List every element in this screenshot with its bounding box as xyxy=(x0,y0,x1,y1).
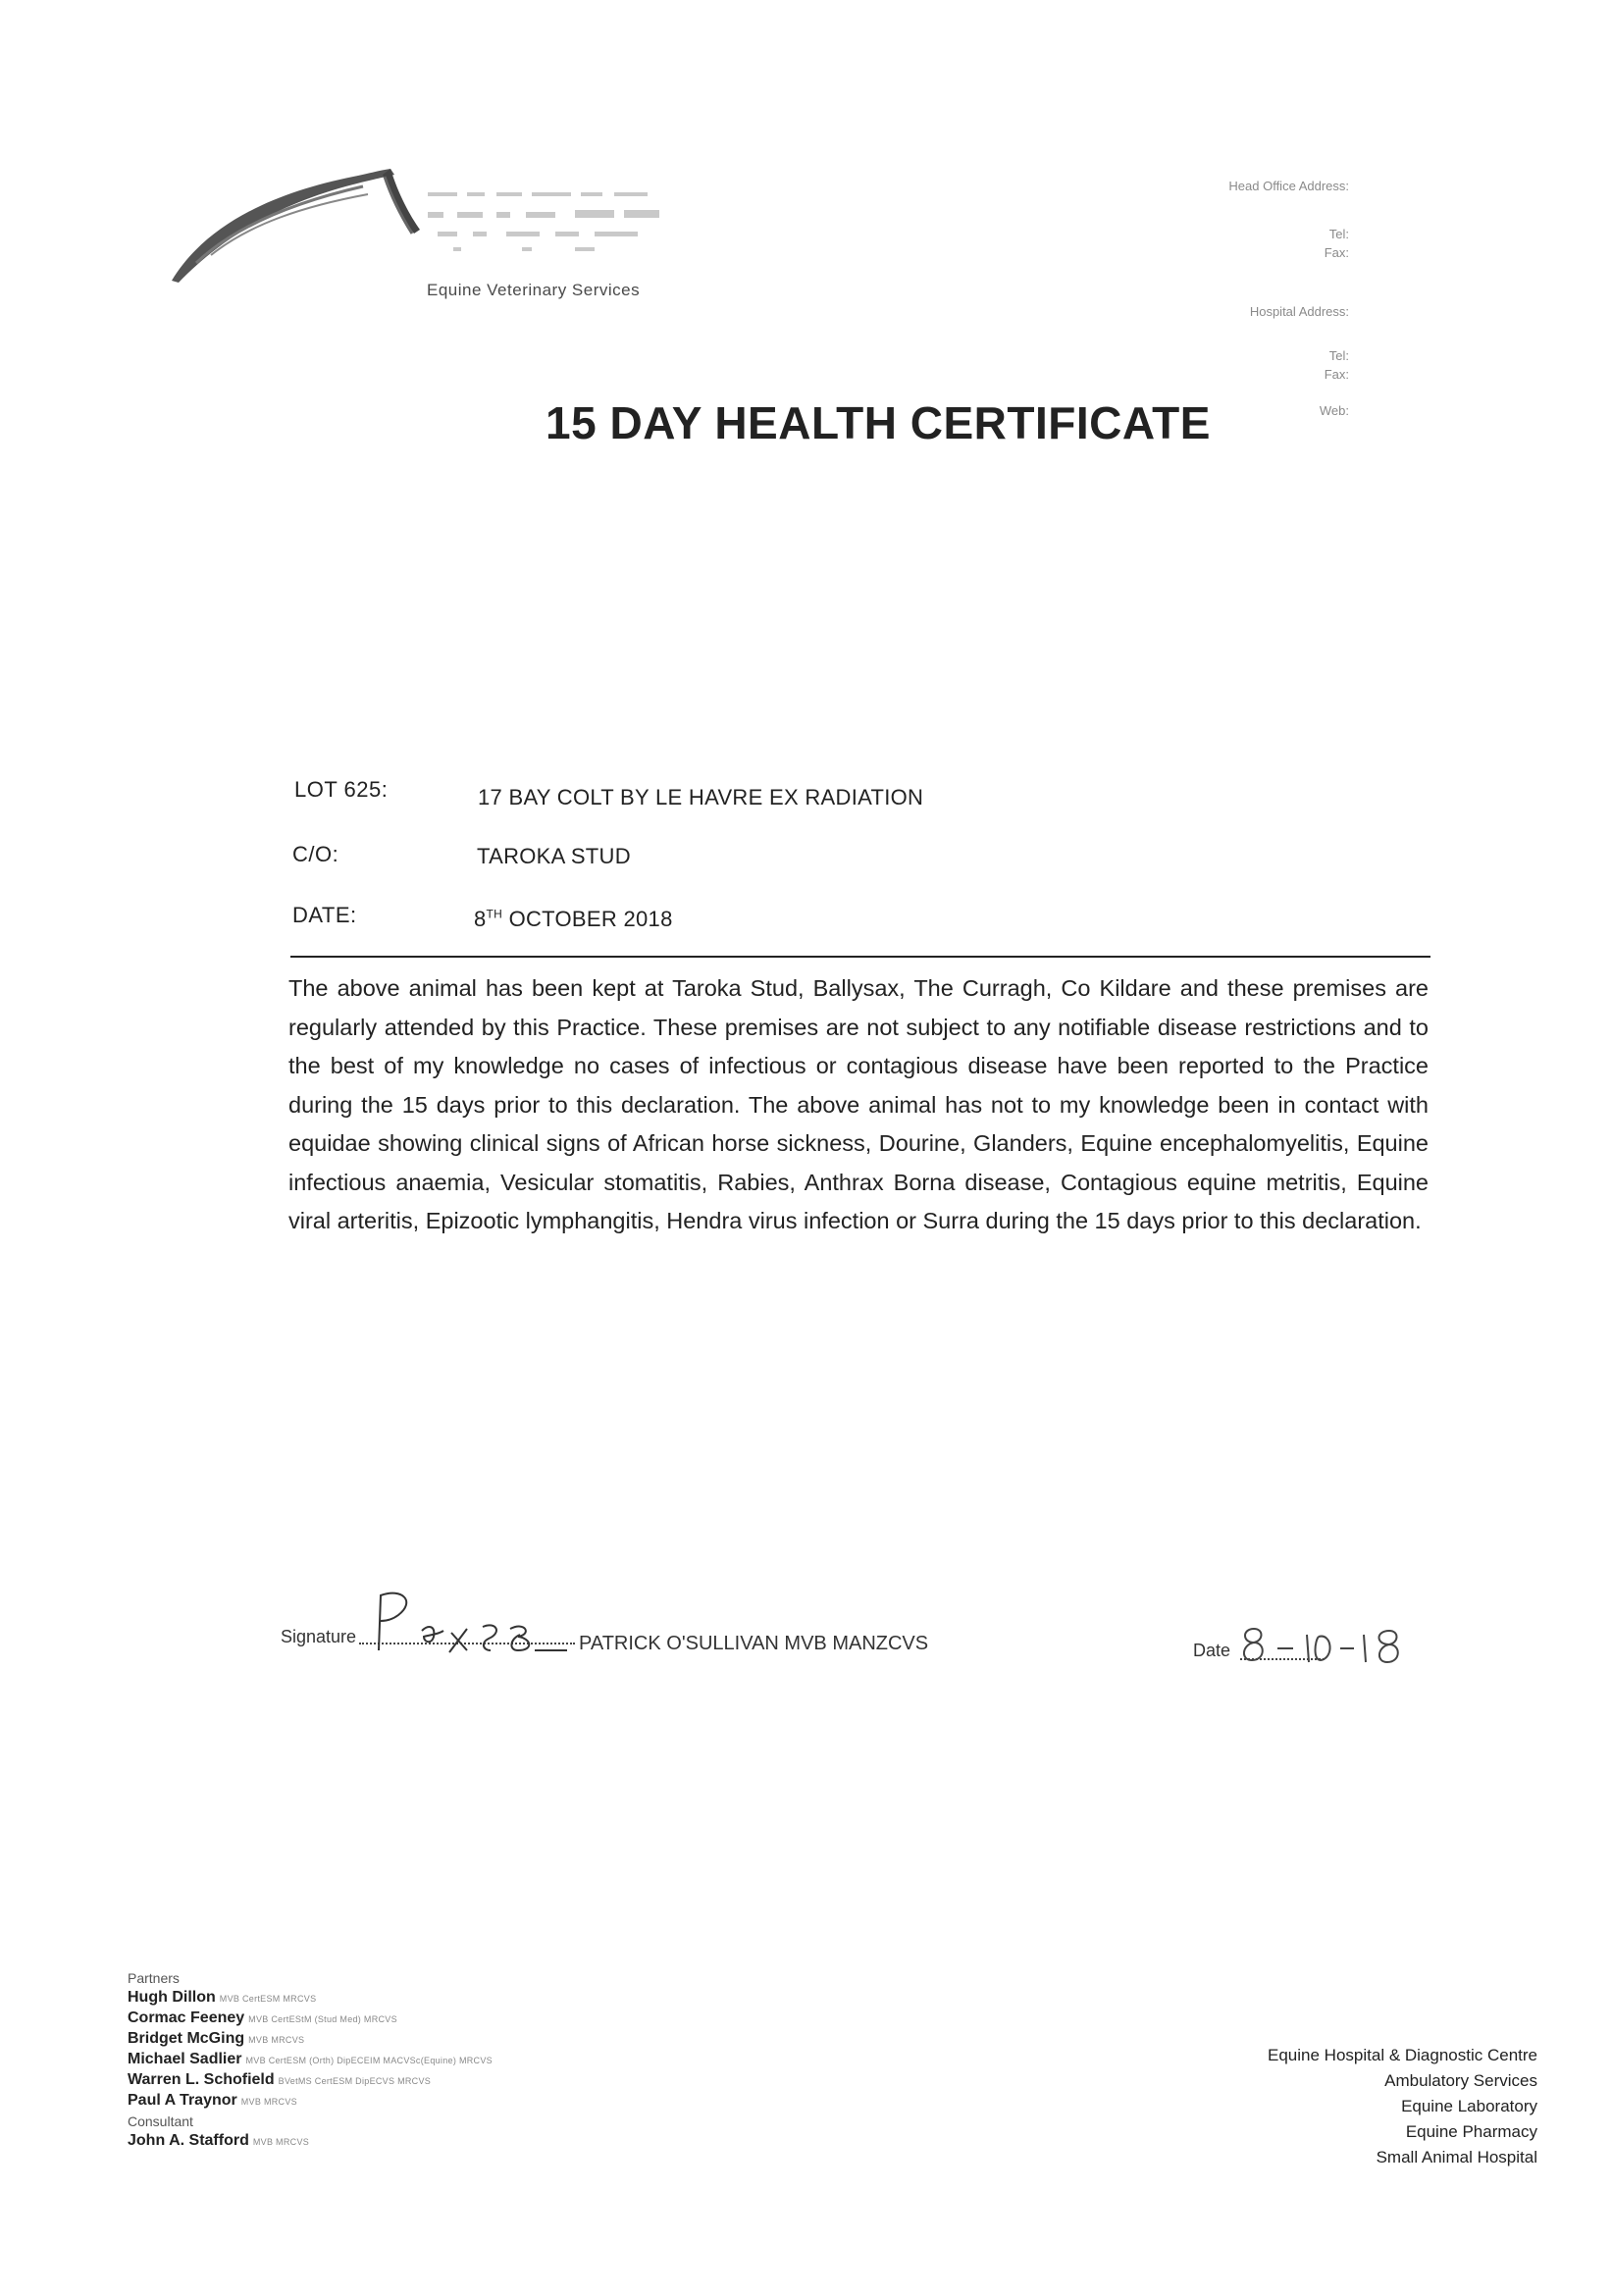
partner-name: Hugh Dillon xyxy=(128,1989,216,2006)
signature-label: Signature xyxy=(281,1627,357,1646)
partner-name: Bridget McGing xyxy=(128,2030,245,2047)
partner-quals: MVB CertESM (Orth) DipECEIM MACVSc(Equine) MRCVS xyxy=(245,2056,493,2065)
declaration-paragraph: The above animal has been kept at Taroka Stud, Ballysax, The Curragh, Co Kildare and these premises are regularly attended by this Practice. These premises are not subject to any notifiable disease restrictions and to the best of my knowledge no cases of infectious or contagious disease have been reported to the Practice during the 15 days prior to this declaration. The above animal has not to my knowledge been in contact with equidae showing clinical signs of African horse sickness, Dourine, Glanders, Equine encephalomyelitis, Equine infectious anaemia, Vesicular stomatitis, Rabies, Anthrax Borna disease, Contagious equine metritis, Equine viral arteritis, Epizootic lymphangitis, Hendra virus infection or Surra during the 15 days prior to this declaration. xyxy=(288,975,1429,1233)
partner-row xyxy=(128,2091,493,2112)
lot-value: 17 BAY COLT BY LE HAVRE EX RADIATION xyxy=(478,785,924,809)
date-label: DATE: xyxy=(292,903,357,927)
partner-row xyxy=(128,2029,493,2050)
service-item: Ambulatory Services xyxy=(1384,2071,1537,2090)
consultant-label: Consultant xyxy=(128,2113,193,2129)
consultant-row xyxy=(128,2131,493,2152)
fax-label: Fax: xyxy=(1324,245,1349,260)
logo-wordmark xyxy=(428,188,673,257)
co-value: TAROKA STUD xyxy=(477,844,631,868)
partner-row xyxy=(128,2050,493,2070)
date-label-signature: Date xyxy=(1193,1641,1231,1660)
tel-label-2: Tel: xyxy=(1328,348,1349,363)
signatory-name: PATRICK O'SULLIVAN MVB MANZCVS xyxy=(579,1633,929,1654)
partner-row xyxy=(128,2009,493,2029)
consultant-quals: MVB MRCVS xyxy=(252,2137,310,2147)
hospital-address-label: Hospital Address: xyxy=(1249,304,1349,319)
partner-quals: BVetMS CertESM DipECVS MRCVS xyxy=(278,2076,432,2086)
consultant-name: John A. Stafford xyxy=(128,2132,249,2149)
tel-label: Tel: xyxy=(1328,227,1349,241)
services-list xyxy=(1268,2043,1537,2170)
service-item: Equine Pharmacy xyxy=(1405,2122,1537,2141)
date-day: 8 xyxy=(474,907,487,931)
lot-label: LOT 625: xyxy=(294,777,389,802)
handwritten-date xyxy=(1238,1619,1415,1674)
service-item: Equine Laboratory xyxy=(1401,2097,1537,2115)
partner-quals: MVB MRCVS xyxy=(248,2035,305,2045)
partners-list xyxy=(128,1968,493,2152)
service-item: Equine Hospital & Diagnostic Centre xyxy=(1268,2046,1537,2064)
date-rest: OCTOBER 2018 xyxy=(508,907,673,931)
page-title: 15 DAY HEALTH CERTIFICATE xyxy=(546,397,1211,448)
partner-name: Michael Sadlier xyxy=(128,2051,242,2067)
fax-label-2: Fax: xyxy=(1324,367,1349,382)
partners-label: Partners xyxy=(128,1970,180,1986)
service-item: Small Animal Hospital xyxy=(1376,2148,1537,2166)
partner-name: Warren L. Schofield xyxy=(128,2071,275,2088)
co-label: C/O: xyxy=(292,842,339,866)
partner-row xyxy=(128,1988,493,2009)
partner-quals: MVB CertESM MRCVS xyxy=(219,1994,317,2004)
head-office-label: Head Office Address: xyxy=(1228,179,1349,193)
horse-head-logo-icon xyxy=(167,165,422,292)
partner-quals: MVB CertEStM (Stud Med) MRCVS xyxy=(248,2014,397,2024)
web-label: Web: xyxy=(1319,403,1349,418)
partner-row xyxy=(128,2070,493,2091)
partner-name: Cormac Feeney xyxy=(128,2009,245,2026)
handwritten-signature xyxy=(373,1582,569,1660)
logo-subtitle: Equine Veterinary Services xyxy=(427,281,641,299)
partner-name: Paul A Traynor xyxy=(128,2092,237,2109)
partner-quals: MVB MRCVS xyxy=(240,2097,297,2107)
practice-logo xyxy=(167,165,716,312)
field-divider xyxy=(290,956,1430,958)
date-suffix: TH xyxy=(486,907,503,921)
date-value xyxy=(474,907,673,932)
